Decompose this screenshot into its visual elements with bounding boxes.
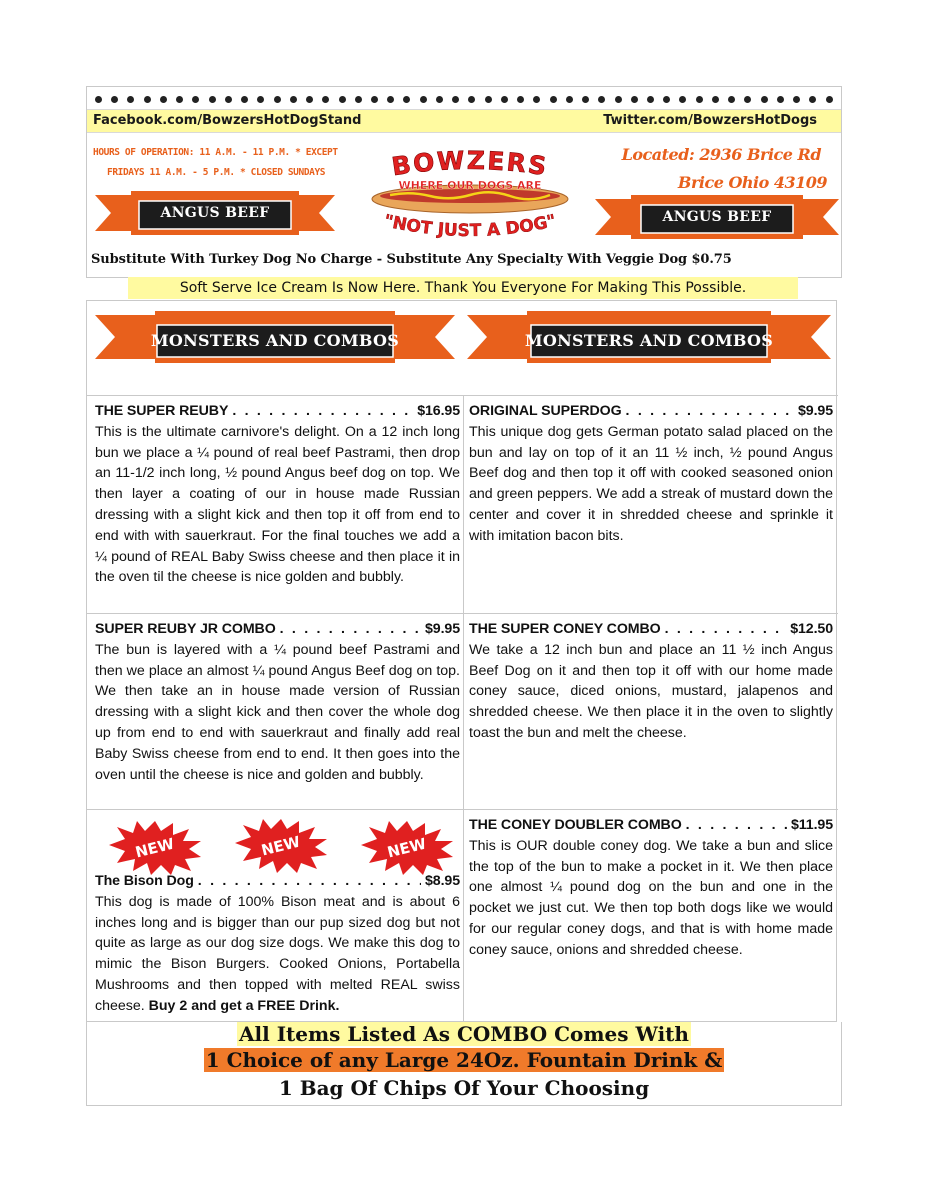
border-dot: [290, 96, 297, 103]
border-dot: [566, 96, 573, 103]
border-dot: [777, 96, 784, 103]
item-title: [469, 619, 833, 640]
border-dot: [144, 96, 151, 103]
border-dot: [176, 96, 183, 103]
menu-item-super-coney-combo: [469, 619, 833, 744]
item-description: [95, 892, 460, 1017]
border-dot: [339, 96, 346, 103]
bowzers-logo: [355, 139, 585, 251]
new-burst-icon: [107, 819, 203, 875]
menu-item-original-superdog: [469, 401, 833, 547]
border-dot: [485, 96, 492, 103]
item-price: $16.95: [417, 403, 460, 419]
logo-tagline: WHERE OUR DOGS ARE: [398, 179, 542, 192]
dot-leader: [232, 401, 413, 422]
ribbon-right-label: ANGUS BEEF: [662, 209, 772, 225]
border-dot: [257, 96, 264, 103]
border-dot: [533, 96, 540, 103]
border-dot: [209, 96, 216, 103]
border-dot: [387, 96, 394, 103]
item-description: This unique dog gets German potato salad placed on the bun and lay on top of it an 11 ½ inch, ½ pound Angus Beef dog and then top it off with cooked seasoned onion and green peppers. We add a streak of mustard down the center and cover it in shredded cheese and sprinkle it with imitation bacon bits.: [469, 423, 833, 544]
item-description-text: This dog is made of 100% Bison meat and is about 6 inches long and is bigger than our pup sized dog but not quite as large as our dog size dogs. We make this dog to mimic the Bison Burgers. Cooked Onions, Portabella Mushrooms and then topped with melted REAL swiss cheese.: [95, 893, 460, 1014]
svg-text:NEW: NEW: [133, 834, 177, 862]
item-price: $9.95: [797, 403, 833, 419]
facebook-link[interactable]: Facebook.com/BowzersHotDogStand: [93, 113, 362, 128]
border-dot: [631, 96, 638, 103]
border-dot: [420, 96, 427, 103]
column-divider: [463, 395, 464, 1023]
menu-item-super-reuby-jr-combo: [95, 619, 460, 785]
hours-line-2: FRIDAYS 11 A.M. - 5 P.M. * CLOSED SUNDAYS: [107, 167, 326, 178]
item-price: $8.95: [424, 873, 460, 889]
hours-line-1: HOURS OF OPERATION: 11 A.M. - 11 P.M. * EXCEPT: [93, 147, 338, 158]
section-heading-left: [95, 311, 455, 363]
border-dot: [517, 96, 524, 103]
new-burst-icon: [359, 819, 455, 875]
menu-item-coney-doubler-combo: [469, 815, 833, 961]
border-dot: [403, 96, 410, 103]
location-line-1: Located: 2936 Brice Rd: [621, 145, 821, 164]
item-price: $11.95: [790, 817, 833, 833]
item-name: ORIGINAL SUPERDOG: [469, 403, 622, 419]
border-dot: [728, 96, 735, 103]
border-dot: [468, 96, 475, 103]
border-dot: [241, 96, 248, 103]
border-dot: [355, 96, 362, 103]
dot-leader: [198, 871, 421, 892]
section-heading-right: [467, 311, 831, 363]
dot-leader: [665, 619, 787, 640]
menu-grid: [86, 300, 837, 1022]
section-heading-left-label: MONSTERS AND COMBOS: [150, 331, 400, 350]
menu-item-bison-dog: [95, 871, 460, 1017]
border-dot: [712, 96, 719, 103]
border-dot: [501, 96, 508, 103]
row-divider-3: [87, 809, 838, 810]
dot-leader: [686, 815, 787, 836]
item-name: THE SUPER REUBY: [95, 403, 229, 419]
item-description: The bun is layered with a ¼ pound beef Pastrami and then we place an almost ¼ pound Angus Beef dog on top. We then take an in house made version of Russian dressing with a slight kick and then cover the whole dog up from end to end with sauerkraut and finally add real Baby Swiss cheese from end to end. It then goes into the oven until the cheese is nice and golden and bubbly.: [95, 641, 460, 783]
item-title: [95, 619, 460, 640]
border-dot: [696, 96, 703, 103]
border-dot: [436, 96, 443, 103]
svg-text:NEW: NEW: [385, 834, 429, 862]
border-dot: [663, 96, 670, 103]
combo-note-line-1: All Items Listed As COMBO Comes With: [239, 1022, 689, 1046]
soft-serve-banner: Soft Serve Ice Cream Is Now Here. Thank You Everyone For Making This Possible.: [128, 277, 798, 299]
social-links-bar: [87, 109, 841, 133]
combo-note-line-2: 1 Choice of any Large 24Oz. Fountain Drink &: [205, 1048, 723, 1072]
ribbon-left-label: ANGUS BEEF: [160, 205, 270, 221]
item-title: [469, 401, 833, 422]
row-divider-2: [87, 613, 838, 614]
border-dot: [452, 96, 459, 103]
border-dot: [582, 96, 589, 103]
border-dot: [826, 96, 833, 103]
border-dot: [111, 96, 118, 103]
header: [86, 86, 842, 278]
item-description: This is OUR double coney dog. We take a bun and slice the top of the bun to make a pocket in it. We then place one almost ¼ pound dog on the bun and one in the pocket we just cut. We then top both dogs like we would for our regular coney dogs, and that is with home made coney sauce, onions and shredded cheese.: [469, 837, 833, 958]
border-dot: [615, 96, 622, 103]
logo-slogan: "NOT JUST A DOG": [381, 211, 559, 242]
border-dot: [598, 96, 605, 103]
substitute-note: Substitute With Turkey Dog No Charge - Substitute Any Specialty With Veggie Dog $0.75: [91, 252, 732, 267]
item-name: The Bison Dog: [95, 873, 194, 889]
border-dot: [192, 96, 199, 103]
item-title: [95, 871, 460, 892]
item-name: THE SUPER CONEY COMBO: [469, 621, 661, 637]
dot-leader: [626, 401, 794, 422]
ribbon-right: [595, 193, 839, 241]
menu-item-super-reuby: [95, 401, 460, 588]
border-dot: [95, 96, 102, 103]
item-promo: Buy 2 and get a FREE Drink.: [148, 997, 340, 1014]
svg-text:NEW: NEW: [259, 832, 303, 860]
ribbon-left: [95, 189, 335, 237]
dot-leader: [280, 619, 421, 640]
item-title: [95, 401, 460, 422]
border-dot: [809, 96, 816, 103]
item-title: [469, 815, 833, 836]
border-dot: [679, 96, 686, 103]
location-line-2: Brice Ohio 43109: [677, 173, 827, 192]
item-description: This is the ultimate carnivore's delight. On a 12 inch long bun we place a ¼ pound of real beef Pastrami, then drop an 11-1/2 inch long, ½ pound Angus beef dog on top. We then layer a coating of our in house made Russian dressing with a slight kick and then top it off from end to end with with sauerkraut. For the final touches we add a ¼ pound of REAL Baby Swiss cheese and then place it in the oven til the cheese is nice golden and bubbly.: [95, 423, 460, 586]
border-dot: [274, 96, 281, 103]
border-dot: [647, 96, 654, 103]
item-price: $9.95: [424, 621, 460, 637]
item-name: SUPER REUBY JR COMBO: [95, 621, 276, 637]
border-dot: [371, 96, 378, 103]
logo-brand: BOWZERS: [389, 145, 551, 182]
item-price: $12.50: [790, 621, 833, 637]
border-dot: [761, 96, 768, 103]
item-description: We take a 12 inch bun and place an 11 ½ inch Angus Beef Dog on it and then top it off with our home made coney sauce, diced onions, mustard, jalapenos and shredded cheese. We then place it in the oven to slightly toast the bun and melt the cheese.: [469, 641, 833, 741]
combo-note-line-3: 1 Bag Of Chips Of Your Choosing: [278, 1076, 650, 1100]
dot-border: [95, 93, 833, 105]
new-burst-icon: [233, 817, 329, 873]
row-divider-1: [87, 395, 838, 396]
border-dot: [744, 96, 751, 103]
border-dot: [322, 96, 329, 103]
section-heading-right-label: MONSTERS AND COMBOS: [524, 331, 774, 350]
item-name: THE CONEY DOUBLER COMBO: [469, 817, 682, 833]
border-dot: [306, 96, 313, 103]
border-dot: [550, 96, 557, 103]
border-dot: [160, 96, 167, 103]
border-dot: [793, 96, 800, 103]
border-dot: [225, 96, 232, 103]
border-dot: [127, 96, 134, 103]
twitter-link[interactable]: Twitter.com/BowzersHotDogs: [603, 113, 817, 128]
